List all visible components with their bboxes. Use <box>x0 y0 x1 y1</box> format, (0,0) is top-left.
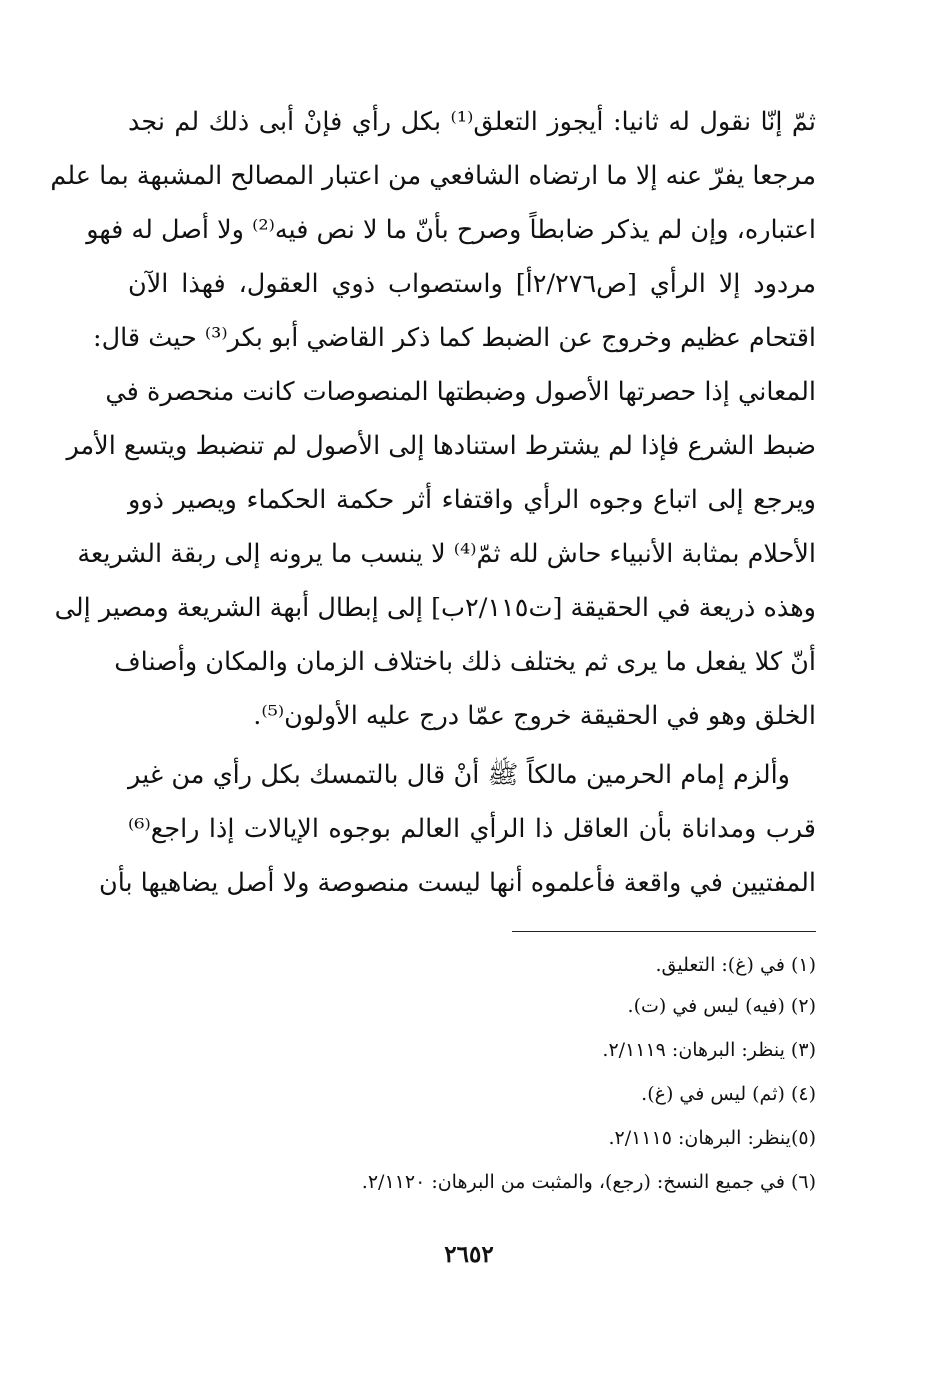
body-line-6: المعاني إذا حصرتها الأصول وضبطتها المنصوصات كانت منحصرة في <box>105 377 816 407</box>
body-line-13: وألزم إمام الحرمين مالكاً ﷺ أنْ قال بالتمسك بكل رأي من غير <box>128 760 790 790</box>
body-line-14: قرب ومداناة بأن العاقل ذا الرأي العالم بوجوه الإيالات إذا راجع⁽⁶⁾ <box>128 814 816 844</box>
body-line-1: ثمّ إنّا نقول له ثانيا: أيجوز التعلق⁽¹⁾ بكل رأي فإنْ أبى ذلك لم نجد <box>128 107 817 137</box>
body-line-7: ضبط الشرع فإذا لم يشترط استنادها إلى الأصول لم تنضبط ويتسع الأمر <box>66 431 816 461</box>
page-number: ٢٦٥٢ <box>444 1241 494 1268</box>
body-line-3: اعتباره، وإن لم يذكر ضابطاً وصرح بأنّ ما لا نص فيه⁽²⁾ ولا أصل له فهو <box>86 215 816 245</box>
body-line-11: أنّ كلا يفعل ما يرى ثم يختلف ذلك باختلاف الزمان والمكان وأصناف <box>114 647 816 677</box>
footnote-divider <box>512 931 816 932</box>
body-line-10: وهذه ذريعة في الحقيقة [ت٢/١١٥ب] إلى إبطال أبهة الشريعة ومصير إلى <box>54 593 816 623</box>
body-line-9: الأحلام بمثابة الأنبياء حاش لله ثمّ⁽⁴⁾ لا ينسب ما يرونه إلى ربقة الشريعة <box>77 539 816 569</box>
body-line-4: مردود إلا الرأي [ص٢/٢٧٦أ] واستصواب ذوي العقول، فهذا الآن <box>128 269 816 299</box>
body-line-8: ويرجع إلى اتباع وجوه الرأي واقتفاء أثر حكمة الحكماء ويصير ذوو <box>128 485 816 515</box>
footnote-3: (٣) ينظر: البرهان: ٢/١١١٩. <box>602 1039 816 1061</box>
body-line-2: مرجعا يفرّ عنه إلا ما ارتضاه الشافعي من اعتبار المصالح المشبهة بما علم <box>50 161 816 191</box>
body-line-15: المفتيين في واقعة فأعلموه أنها ليست منصوصة ولا أصل يضاهيها بأن <box>98 868 816 898</box>
footnote-1: (١) في (غ): التعليق. <box>655 954 816 976</box>
footnote-6: (٦) في جميع النسخ: (رجع)، والمثبت من البرهان: ٢/١١٢٠. <box>361 1171 816 1193</box>
footnote-4: (٤) (ثم) ليس في (غ). <box>641 1083 816 1105</box>
footnote-2: (٢) (فيه) ليس في (ت). <box>627 995 816 1017</box>
body-line-5: اقتحام عظيم وخروج عن الضبط كما ذكر القاضي أبو بكر⁽³⁾ حيث قال: <box>93 323 816 353</box>
body-line-12: الخلق وهو في الحقيقة خروج عمّا درج عليه الأولون⁽⁵⁾. <box>253 701 816 731</box>
footnote-5: (٥)ينظر: البرهان: ٢/١١١٥. <box>608 1127 816 1149</box>
